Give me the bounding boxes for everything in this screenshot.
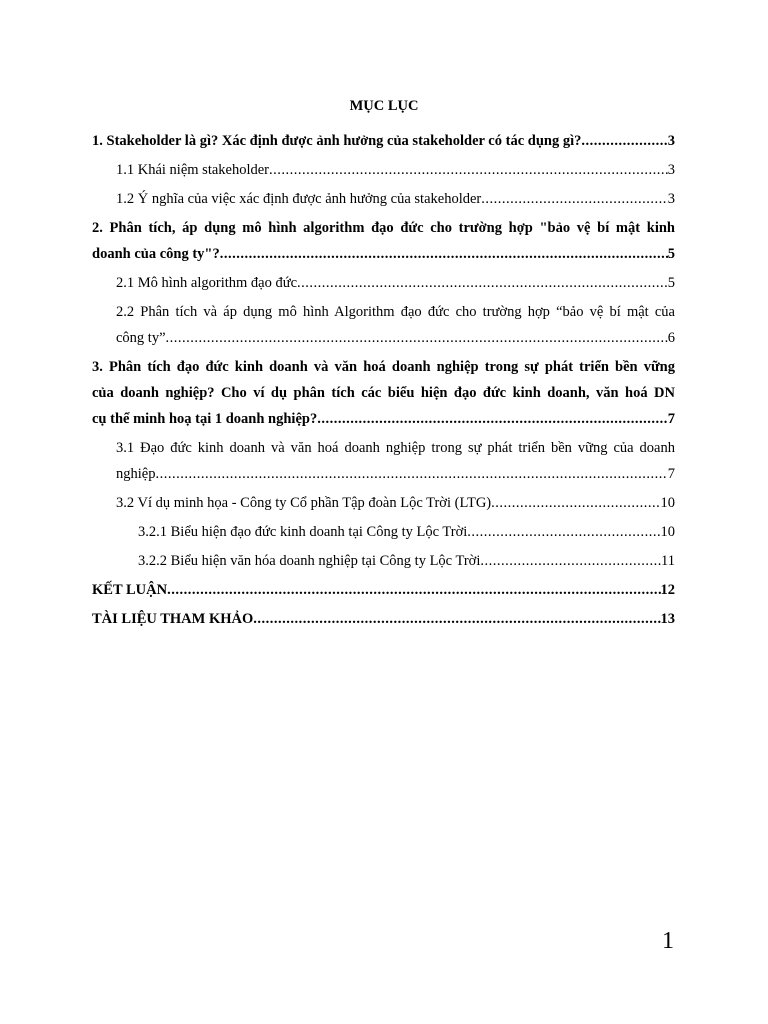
toc-entry-text: cụ thể minh hoạ tại 1 doanh nghiệp? — [92, 411, 318, 427]
toc-entry-lastline — [116, 325, 675, 351]
toc-entry-text: 2.2 Phân tích và áp dụng mô hình Algorithm đạo đức cho trường hợp “bảo vệ bí mật của — [116, 304, 675, 320]
page-number: 1 — [662, 928, 674, 954]
toc-entry-page: 3 — [667, 133, 675, 149]
dot-leader — [253, 606, 660, 632]
dot-leader — [581, 128, 667, 154]
toc-entry-text: của doanh nghiệp? Cho ví dụ phân tích các biểu hiện đạo đức kinh doanh, văn hoá DN — [92, 385, 675, 401]
toc-entry-lastline — [92, 406, 675, 432]
toc-entry[interactable] — [138, 519, 675, 545]
dot-leader — [297, 270, 668, 296]
toc-entry-text: công ty” — [116, 330, 166, 346]
toc-entry-page: 3 — [667, 191, 675, 207]
dot-leader — [166, 325, 668, 351]
dot-leader — [220, 241, 668, 267]
toc-entry-page: 12 — [660, 582, 675, 598]
toc-entry[interactable] — [92, 577, 675, 603]
toc-entry[interactable] — [116, 270, 675, 296]
toc-entry-page: 10 — [660, 495, 675, 511]
toc-entry-text: 3. Phân tích đạo đức kinh doanh và văn hoá doanh nghiệp trong sự phát triển bền vững — [92, 359, 675, 375]
dot-leader — [155, 461, 667, 487]
toc-entry-text: nghiệp — [116, 466, 156, 482]
toc-entry[interactable] — [92, 354, 675, 432]
toc-entry-page: 3 — [667, 162, 675, 178]
dot-leader — [317, 406, 668, 432]
toc-entry[interactable] — [116, 157, 675, 183]
toc-entry-text: 2. Phân tích, áp dụng mô hình algorithm đạo đức cho trường hợp "bảo vệ bí mật kinh — [92, 220, 675, 236]
toc-entry[interactable] — [116, 186, 675, 212]
dot-leader — [481, 186, 668, 212]
toc-entry-page: 7 — [667, 411, 675, 427]
toc-entry-text: 3.2.1 Biểu hiện đạo đức kinh doanh tại Công ty Lộc Trời — [138, 524, 468, 540]
toc-entry-page: 13 — [660, 611, 675, 627]
toc-entry-page: 10 — [660, 524, 675, 540]
toc-entry-lastline — [116, 461, 675, 487]
dot-leader — [480, 548, 661, 574]
dot-leader — [467, 519, 660, 545]
toc-entry[interactable] — [92, 215, 675, 267]
toc-entry-page: 7 — [667, 466, 675, 482]
toc-entry-text: 1.1 Khái niệm stakeholder — [116, 162, 270, 178]
toc-entry-text: 3.2 Ví dụ minh họa - Công ty Cổ phần Tập đoàn Lộc Trời (LTG) — [116, 495, 492, 511]
toc-title: MỤC LỤC — [349, 98, 419, 114]
toc-entry-text: 1. Stakeholder là gì? Xác định được ảnh hưởng của stakeholder có tác dụng gì? — [92, 133, 582, 149]
toc-entry-text: KẾT LUẬN — [92, 582, 168, 598]
toc-entry[interactable] — [92, 606, 675, 632]
toc-entry-text: TÀI LIỆU THAM KHẢO — [92, 611, 254, 627]
toc-entry-lastline — [92, 241, 675, 267]
toc-entry-text: 2.1 Mô hình algorithm đạo đức — [116, 275, 298, 291]
toc-entry-text: doanh của công ty"? — [92, 246, 220, 262]
table-of-contents — [92, 128, 675, 635]
dot-leader — [167, 577, 660, 603]
toc-entry-text: 3.1 Đạo đức kinh doanh và văn hoá doanh nghiệp trong sự phát triển bền vững của doanh — [116, 440, 675, 456]
toc-entry-page: 6 — [667, 330, 675, 346]
dot-leader — [269, 157, 668, 183]
toc-entry[interactable] — [138, 548, 675, 574]
toc-entry[interactable] — [116, 299, 675, 351]
toc-entry-page: 5 — [667, 275, 675, 291]
toc-entry-page: 11 — [661, 553, 675, 569]
toc-entry-text: 1.2 Ý nghĩa của việc xác định được ảnh hưởng của stakeholder — [116, 191, 482, 207]
toc-entry[interactable] — [92, 128, 675, 154]
toc-entry-page: 5 — [667, 246, 675, 262]
toc-entry-text: 3.2.2 Biểu hiện văn hóa doanh nghiệp tại Công ty Lộc Trời — [138, 553, 481, 569]
toc-entry[interactable] — [116, 490, 675, 516]
toc-entry[interactable] — [116, 435, 675, 487]
dot-leader — [491, 490, 660, 516]
